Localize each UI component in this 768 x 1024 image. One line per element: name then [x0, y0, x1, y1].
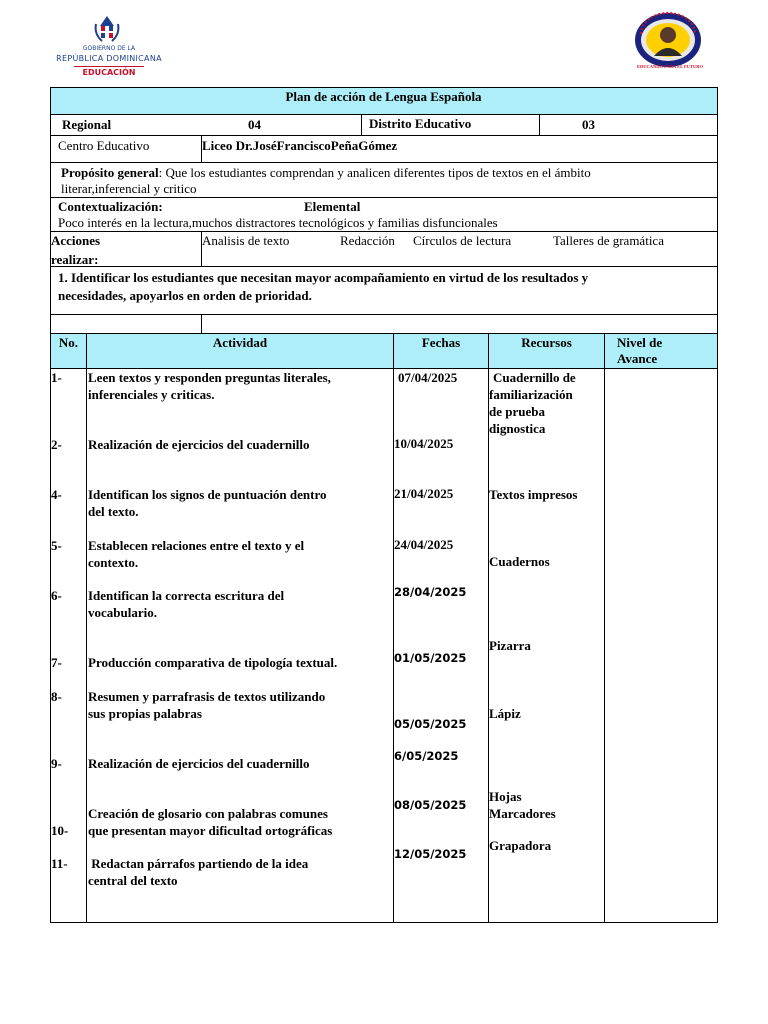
government-logo: [56, 14, 166, 78]
distrito-value: 03: [582, 117, 595, 132]
row-number: 9-: [51, 756, 62, 771]
coat-of-arms-icon: [92, 14, 122, 44]
activity-date: 6/05/2025: [394, 749, 459, 763]
proposito-label: Propósito general: [61, 165, 159, 180]
activity-text: Leen textos y responden preguntas literales,: [88, 370, 331, 385]
contexto-text: Poco interés en la lectura,muchos distractores tecnológicos y familias disfuncionales: [58, 215, 498, 230]
resource-text: Hojas: [489, 789, 522, 804]
activity-text: Redactan párrafos partiendo de la idea: [88, 856, 309, 871]
col-header-avance: Avance: [617, 351, 658, 366]
rule: [50, 231, 718, 232]
activity-text: Realización de ejercicios del cuadernillo: [88, 437, 310, 452]
activity-text: del texto.: [88, 504, 139, 519]
logo-divider: [74, 66, 144, 67]
objetivo-text-cont: necesidades, apoyarlos en orden de prioridad.: [58, 288, 312, 303]
row-number: 11-: [51, 856, 68, 871]
plan-title: Plan de acción de Lengua Española: [285, 89, 482, 104]
col-header-fechas: Fechas: [421, 335, 461, 350]
row-number: 8-: [51, 689, 62, 704]
rule: [361, 114, 362, 135]
activity-text: Producción comparativa de tipología textual.: [88, 655, 338, 670]
rule: [604, 333, 605, 923]
logo-line-republica: REPÚBLICA DOMINICANA: [56, 54, 162, 63]
resource-text: dignostica: [489, 421, 546, 436]
seal-motto: EDUCANDO PARA EL FUTURO: [636, 64, 704, 69]
activity-text: Resumen y parrafrasis de textos utilizando: [88, 689, 326, 704]
regional-value: 04: [248, 117, 261, 132]
activity-date: 21/04/2025: [394, 486, 454, 501]
row-number: 5-: [51, 538, 62, 553]
rule: [50, 368, 718, 369]
centro-value: Liceo Dr.JoséFranciscoPeñaGómez: [202, 138, 398, 153]
proposito-text-cont: literar,inferencial y critico: [61, 181, 197, 196]
rule: [717, 87, 718, 923]
rule: [50, 266, 718, 267]
activity-text: sus propias palabras: [88, 706, 202, 721]
activity-text: Identifican la correcta escritura del: [88, 588, 285, 603]
rule: [50, 197, 718, 198]
activity-date: 24/04/2025: [394, 537, 454, 552]
activity-date: 12/05/2025: [394, 847, 467, 861]
activity-text: contexto.: [88, 555, 139, 570]
activity-text: Establecen relaciones entre el texto y el: [88, 538, 305, 553]
row-number: 2-: [51, 437, 62, 452]
logo-line-gobierno: GOBIERNO DE LA: [82, 45, 136, 52]
col-header-no: No.: [58, 335, 79, 350]
accion-item: Redacción: [340, 233, 395, 248]
logo-line-educacion: EDUCACIÓN: [82, 68, 136, 77]
resource-text: Lápiz: [489, 706, 521, 721]
acciones-label-cont: realizar:: [51, 252, 99, 267]
accion-item: Talleres de gramática: [553, 233, 664, 248]
rule: [50, 314, 718, 315]
activity-text: que presentan mayor dificultad ortográficas: [88, 823, 333, 838]
rule: [50, 162, 718, 163]
resource-text: Textos impresos: [489, 487, 578, 502]
activity-date: 28/04/2025: [394, 585, 467, 599]
rule: [50, 135, 718, 136]
rule: [539, 114, 540, 135]
activity-text: vocabulario.: [88, 605, 157, 620]
resource-text: Cuadernillo de: [493, 370, 576, 385]
distrito-label: Distrito Educativo: [369, 116, 472, 131]
row-number: 10-: [51, 823, 69, 838]
rule: [50, 87, 51, 923]
rule: [50, 114, 718, 115]
col-header-nivel: Nivel de: [617, 335, 663, 350]
rule: [201, 314, 202, 333]
row-number: 6-: [51, 588, 62, 603]
objetivo-text: 1. Identificar los estudiantes que necesitan mayor acompañamiento en virtud de los resultados y: [58, 270, 589, 285]
resource-text: Cuadernos: [489, 554, 550, 569]
regional-label: Regional: [62, 117, 112, 132]
resource-text: familiarización: [489, 387, 573, 402]
rule: [86, 333, 87, 923]
accion-item: Círculos de lectura: [413, 233, 512, 248]
accion-item: Analisis de texto: [202, 233, 290, 248]
row-number: 7-: [51, 655, 62, 670]
activity-date: 01/05/2025: [394, 651, 467, 665]
row-number: 4-: [51, 487, 62, 502]
contexto-level: Elemental: [304, 199, 361, 214]
contexto-label: Contextualización:: [58, 199, 163, 214]
activity-date: 07/04/2025: [398, 370, 458, 385]
resource-text: Marcadores: [489, 806, 556, 821]
activity-text: inferenciales y criticas.: [88, 387, 215, 402]
acciones-label: Acciones: [51, 233, 101, 248]
activity-date: 10/04/2025: [394, 436, 454, 451]
school-seal: [628, 12, 712, 74]
proposito-block: [61, 165, 711, 181]
activity-date: 05/05/2025: [394, 717, 467, 731]
resource-text: Pizarra: [489, 638, 531, 653]
col-header-recursos: Recursos: [521, 335, 572, 350]
resource-text: de prueba: [489, 404, 545, 419]
resource-text: Grapadora: [489, 838, 552, 853]
centro-label: Centro Educativo: [58, 138, 150, 153]
proposito-text: : Que los estudiantes comprendan y analicen diferentes tipos de textos en el ámbito: [158, 165, 591, 180]
rule: [393, 333, 394, 923]
row-number: 1-: [51, 370, 62, 385]
activity-text: Creación de glosario con palabras comunes: [88, 806, 328, 821]
rule: [50, 87, 718, 88]
activity-text: central del texto: [88, 873, 178, 888]
activity-text: Realización de ejercicios del cuadernillo: [88, 756, 310, 771]
activity-text: Identifican los signos de puntuación dentro: [88, 487, 327, 502]
activity-date: 08/05/2025: [394, 798, 467, 812]
col-header-actividad: Actividad: [212, 335, 268, 350]
school-seal-icon: [633, 12, 703, 68]
rule: [50, 922, 718, 923]
